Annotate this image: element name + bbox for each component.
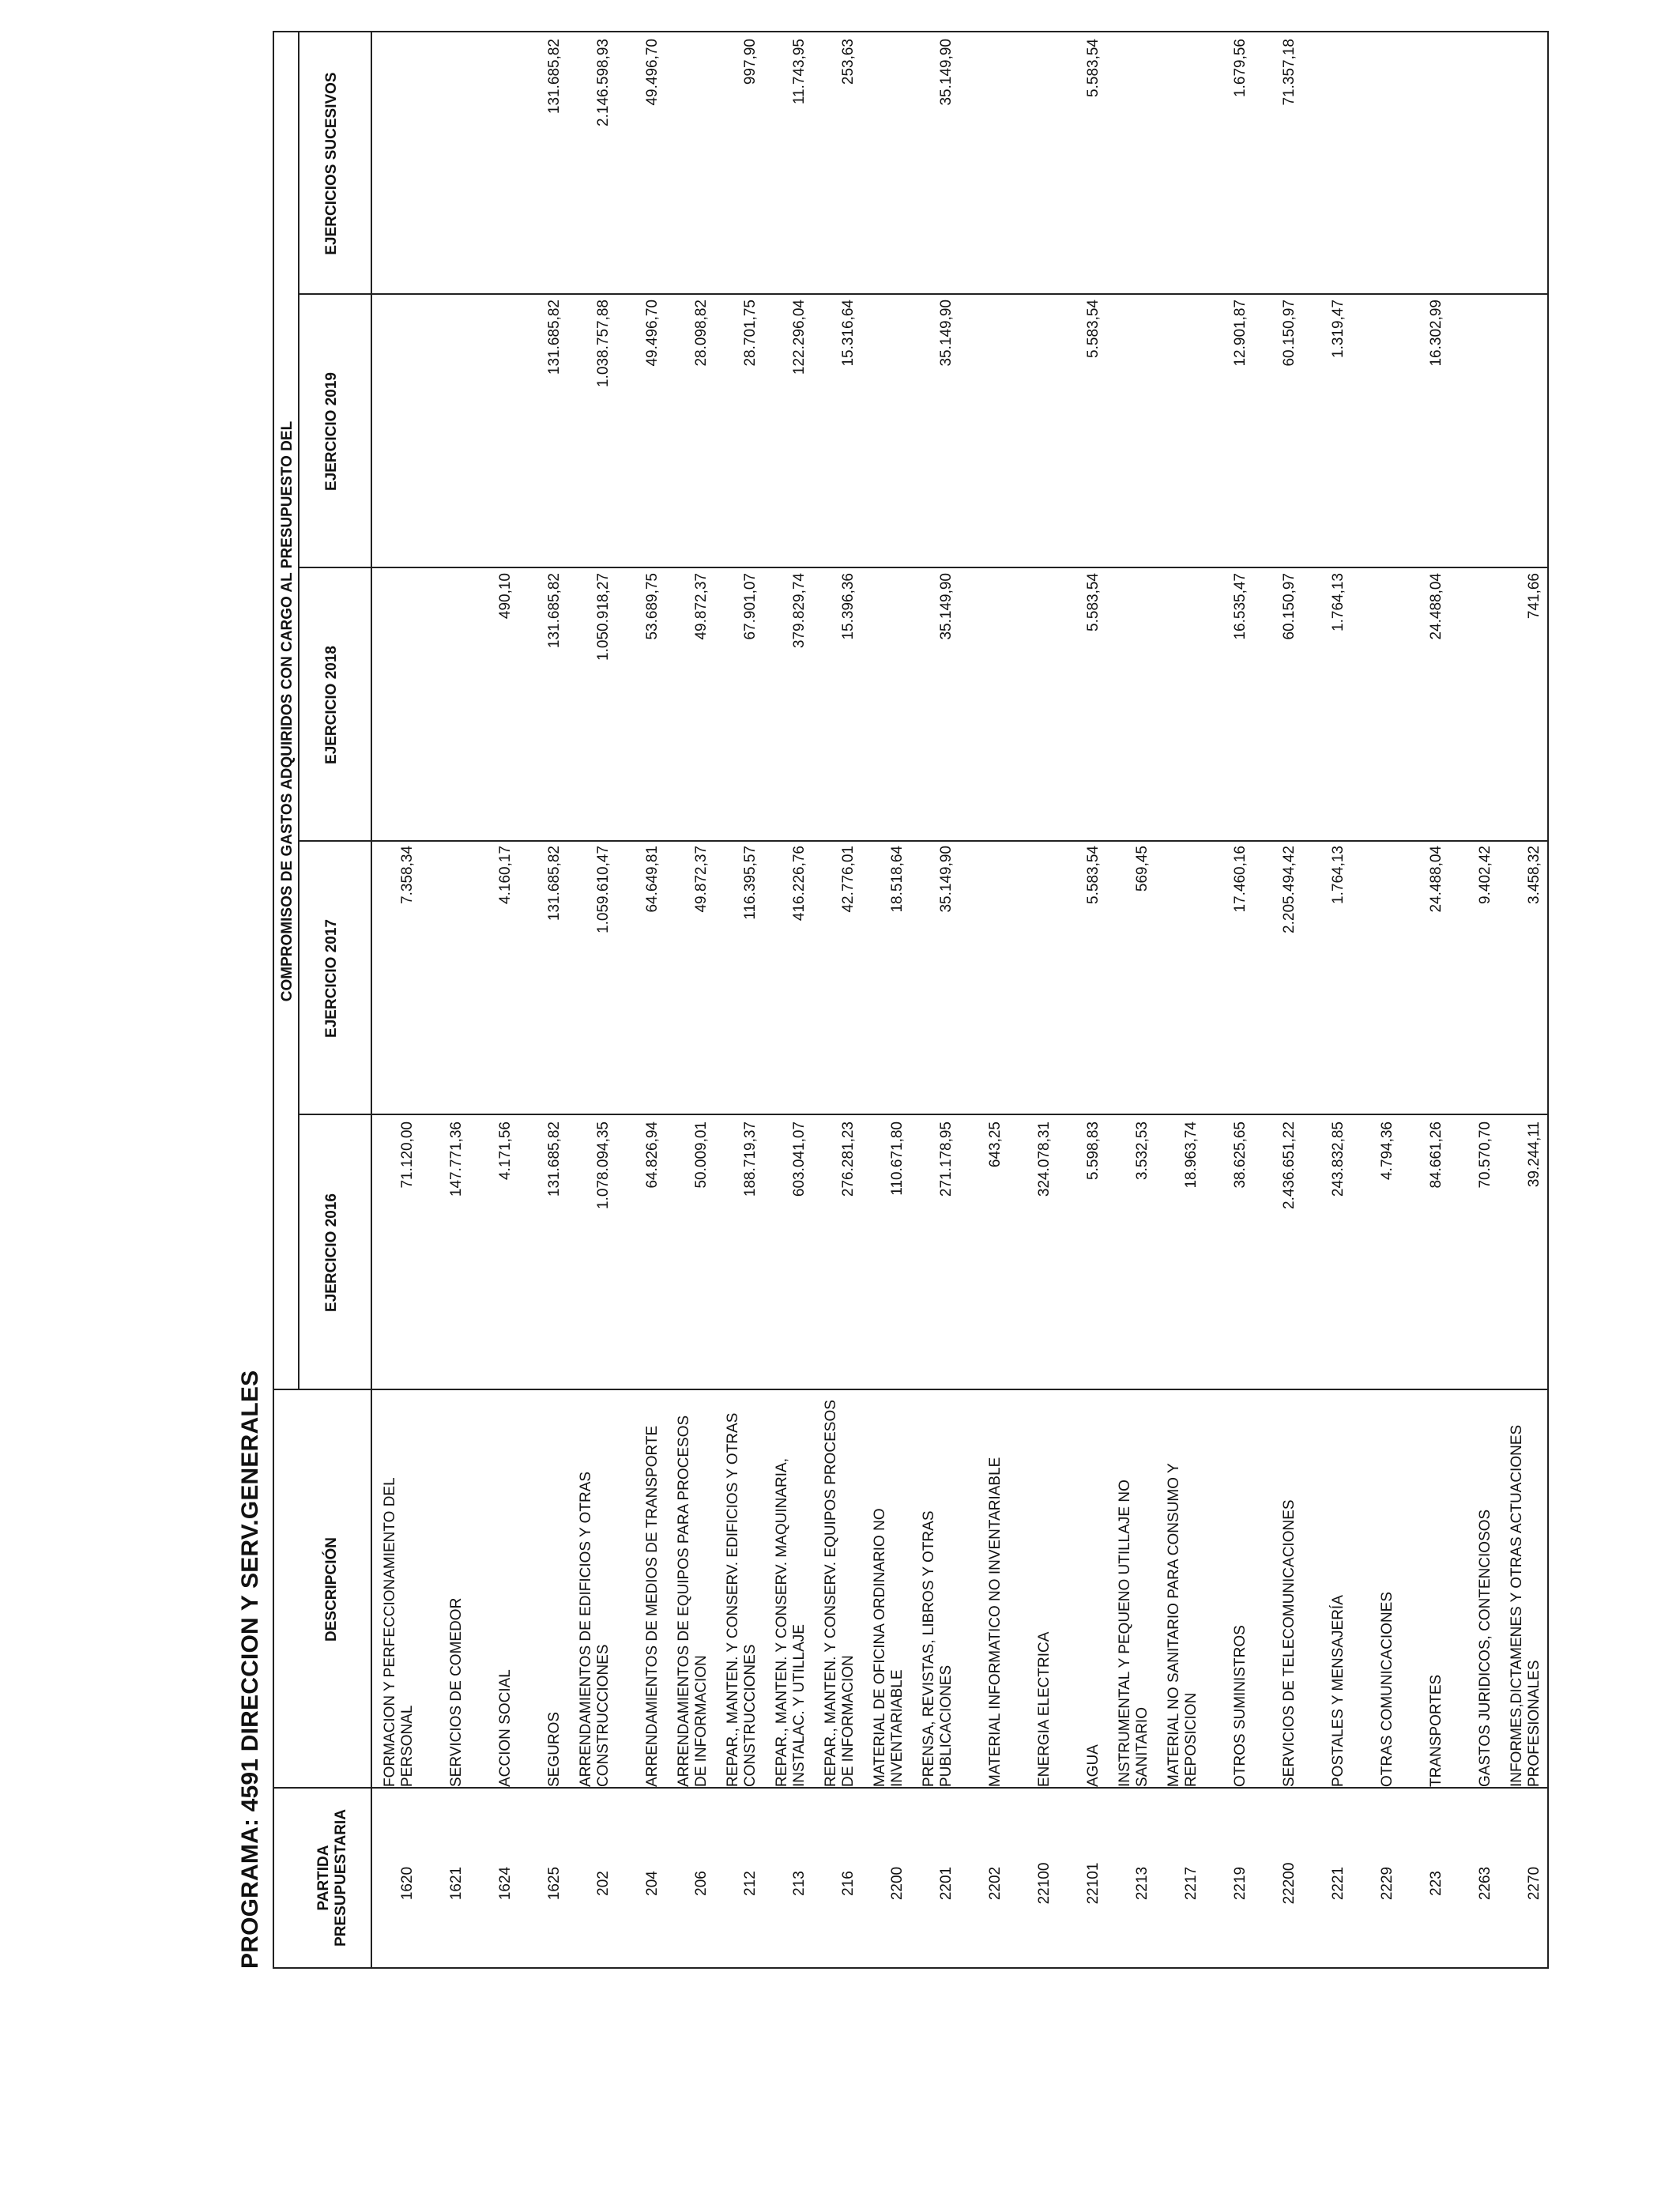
row-ejercicios-sucesivos [470, 39, 514, 288]
header-sucesivos: EJERCICIOS SUCESIVOS [323, 72, 340, 255]
row-ejercicio-2019 [470, 300, 514, 562]
row-ejercicio-2018: 53.689,75 [644, 573, 661, 640]
row-ejercicio-2016: 110.671,80 [889, 1122, 906, 1196]
row-ejercicio-2019 [421, 300, 465, 562]
row-descripcion: MATERIAL NO SANITARIO PARA CONSUMO Y REPOSICION [1166, 1463, 1200, 1787]
row-ejercicios-sucesivos [1009, 39, 1053, 288]
row-partida: 223 [1428, 1871, 1445, 1896]
row-ejercicios-sucesivos [1303, 39, 1347, 288]
table-row [764, 32, 808, 1967]
row-descripcion: ARRENDAMIENTOS DE EDIFICIOS Y OTRAS CONSTRUCCIONES [578, 1471, 612, 1787]
row-ejercicios-sucesivos: 49.496,70 [644, 39, 661, 106]
table-row [1450, 32, 1494, 1967]
row-ejercicio-2019: 28.098,82 [693, 300, 710, 367]
row-ejercicio-2017: 1.764,13 [1330, 846, 1347, 904]
row-descripcion: ARRENDAMIENTOS DE EQUIPOS PARA PROCESOS DE INFORMACION [676, 1415, 710, 1787]
row-ejercicio-2019: 49.496,70 [644, 300, 661, 367]
row-ejercicios-sucesivos [862, 39, 906, 288]
row-ejercicios-sucesivos: 35.149,90 [938, 39, 955, 106]
row-ejercicio-2019: 35.149,90 [938, 300, 955, 367]
row-ejercicio-2016: 4.171,56 [497, 1122, 514, 1180]
row-ejercicio-2018 [1009, 573, 1053, 835]
row-ejercicios-sucesivos [1401, 39, 1445, 288]
row-ejercicio-2018 [1352, 573, 1396, 835]
row-ejercicio-2019 [372, 300, 416, 562]
row-ejercicio-2018 [372, 573, 416, 835]
row-ejercicio-2019: 15.316,64 [840, 300, 857, 367]
row-ejercicios-sucesivos [1450, 39, 1494, 288]
row-ejercicio-2016: 84.661,26 [1428, 1122, 1445, 1189]
row-ejercicio-2019 [862, 300, 906, 562]
row-partida: 202 [595, 1871, 612, 1896]
row-descripcion: SERVICIOS DE TELECOMUNICACIONES [1281, 1499, 1298, 1787]
row-ejercicio-2016: 324.078,31 [1036, 1122, 1053, 1197]
row-partida: 2217 [1183, 1866, 1200, 1901]
row-ejercicio-2016: 1.078.094,35 [595, 1122, 612, 1209]
row-ejercicios-sucesivos: 131.685,82 [546, 39, 563, 115]
row-partida: 2221 [1330, 1866, 1347, 1901]
row-partida: 1621 [448, 1866, 465, 1901]
table-row [862, 32, 906, 1967]
row-ejercicio-2016: 70.570,70 [1477, 1122, 1494, 1189]
row-ejercicio-2019: 1.319,47 [1330, 300, 1347, 358]
row-descripcion: FORMACION Y PERFECCIONAMIENTO DEL PERSONAL [382, 1478, 416, 1787]
row-ejercicio-2017: 24.488,04 [1428, 846, 1445, 913]
row-descripcion: PRENSA, REVISTAS, LIBROS Y OTRAS PUBLICACIONES [921, 1510, 955, 1787]
row-ejercicio-2017 [421, 846, 465, 1108]
row-partida: 2229 [1379, 1866, 1396, 1901]
row-ejercicio-2018: 16.535,47 [1232, 573, 1249, 640]
row-descripcion: INFORMES,DICTAMENES Y OTRAS ACTUACIONES PROFESIONALES [1509, 1424, 1543, 1787]
row-descripcion: ENERGIA ELECTRICA [1036, 1631, 1053, 1787]
row-ejercicio-2016: 131.685,82 [546, 1122, 563, 1197]
row-partida: 2201 [938, 1866, 955, 1901]
row-ejercicio-2018: 15.396,36 [840, 573, 857, 640]
table-row [470, 32, 514, 1967]
row-ejercicios-sucesivos: 253,63 [840, 39, 857, 85]
row-descripcion: GASTOS JURIDICOS, CONTENCIOSOS [1477, 1509, 1494, 1787]
table-row [813, 32, 857, 1967]
table-row [1303, 32, 1347, 1967]
row-ejercicio-2018: 49.872,37 [693, 573, 710, 640]
row-ejercicio-2017: 49.872,37 [693, 846, 710, 913]
row-descripcion: INSTRUMENTAL Y PEQUENO UTILLAJE NO SANITARIO [1117, 1480, 1151, 1787]
row-ejercicio-2017 [1156, 846, 1200, 1108]
row-descripcion: SEGUROS [546, 1711, 563, 1787]
table-row [1107, 32, 1151, 1967]
table-row [1352, 32, 1396, 1967]
row-ejercicio-2018: 1.050.918,27 [595, 573, 612, 661]
row-descripcion: MATERIAL INFORMATICO NO INVENTARIABLE [987, 1457, 1004, 1787]
row-ejercicio-2016: 18.963,74 [1183, 1122, 1200, 1189]
row-ejercicio-2016: 38.625,65 [1232, 1122, 1249, 1189]
row-ejercicio-2017: 2.205.494,42 [1281, 846, 1298, 933]
budget-table [273, 31, 1549, 1969]
row-ejercicio-2016: 188.719,37 [742, 1122, 759, 1197]
row-ejercicio-2019 [1009, 300, 1053, 562]
row-descripcion: ACCION SOCIAL [497, 1669, 514, 1787]
row-partida: 2270 [1526, 1866, 1543, 1901]
row-ejercicio-2016: 243.832,85 [1330, 1122, 1347, 1197]
row-descripcion: TRANSPORTES [1428, 1674, 1445, 1787]
row-ejercicio-2019 [960, 300, 1004, 562]
row-descripcion: ARRENDAMIENTOS DE MEDIOS DE TRANSPORTE [644, 1425, 661, 1787]
row-descripcion: REPAR., MANTEN. Y CONSERV. MAQUINARIA, INSTALAC. Y UTILLAJE [774, 1458, 808, 1787]
row-descripcion: REPAR., MANTEN. Y CONSERV. EDIFICIOS Y OTRAS CONSTRUCCIONES [725, 1412, 759, 1787]
row-ejercicio-2019 [1450, 300, 1494, 562]
row-ejercicio-2017: 131.685,82 [546, 846, 563, 922]
row-ejercicio-2017: 9.402,42 [1477, 846, 1494, 904]
row-ejercicio-2019 [1499, 300, 1543, 562]
row-ejercicios-sucesivos [1107, 39, 1151, 288]
row-ejercicio-2018: 490,10 [497, 573, 514, 620]
row-ejercicio-2016: 71.120,00 [399, 1122, 416, 1189]
row-ejercicio-2018: 131.685,82 [546, 573, 563, 649]
row-ejercicios-sucesivos: 71.357,18 [1281, 39, 1298, 106]
row-ejercicio-2019: 131.685,82 [546, 300, 563, 375]
table-row [960, 32, 1004, 1967]
row-partida: 22101 [1085, 1862, 1102, 1905]
table-row [715, 32, 759, 1967]
row-ejercicio-2018: 5.583,54 [1085, 573, 1102, 631]
row-ejercicio-2017: 17.460,16 [1232, 846, 1249, 913]
row-ejercicio-2019: 16.302,99 [1428, 300, 1445, 367]
row-ejercicio-2017: 18.518,64 [889, 846, 906, 913]
row-ejercicios-sucesivos [666, 39, 710, 288]
row-partida: 2213 [1134, 1866, 1151, 1901]
row-partida: 22200 [1281, 1862, 1298, 1905]
row-ejercicio-2017 [960, 846, 1004, 1108]
row-ejercicio-2016: 5.598,83 [1085, 1122, 1102, 1180]
row-ejercicio-2019 [1156, 300, 1200, 562]
row-partida: 204 [644, 1871, 661, 1896]
row-ejercicio-2016: 643,25 [987, 1122, 1004, 1168]
row-partida: 22100 [1036, 1862, 1053, 1905]
row-ejercicio-2018: 741,66 [1526, 573, 1543, 620]
row-partida: 212 [742, 1871, 759, 1896]
table-row [1009, 32, 1053, 1967]
row-ejercicio-2017 [1009, 846, 1053, 1108]
row-ejercicio-2017: 42.776,01 [840, 846, 857, 913]
document-title: PROGRAMA: 4591 DIRECCION Y SERV.GENERALES [237, 1370, 263, 1969]
row-ejercicio-2016: 64.826,94 [644, 1122, 661, 1189]
row-ejercicio-2018: 67.901,07 [742, 573, 759, 640]
row-descripcion: SERVICIOS DE COMEDOR [448, 1597, 465, 1787]
row-ejercicios-sucesivos: 5.583,54 [1085, 39, 1102, 97]
row-ejercicios-sucesivos: 2.146.598,93 [595, 39, 612, 126]
row-ejercicio-2019 [1352, 300, 1396, 562]
table-row [1205, 32, 1249, 1967]
row-ejercicio-2016: 4.794,36 [1379, 1122, 1396, 1180]
header-2017: EJERCICIO 2017 [323, 919, 340, 1038]
table-row [911, 32, 955, 1967]
row-ejercicio-2018 [1107, 573, 1151, 835]
table-row [421, 32, 465, 1967]
row-ejercicio-2019: 5.583,54 [1085, 300, 1102, 358]
row-descripcion: REPAR., MANTEN. Y CONSERV. EQUIPOS PROCESOS DE INFORMACION [823, 1400, 857, 1787]
row-ejercicio-2018 [862, 573, 906, 835]
row-descripcion: OTROS SUMINISTROS [1232, 1625, 1249, 1787]
table-row [666, 32, 710, 1967]
row-ejercicio-2017: 4.160,17 [497, 846, 514, 904]
row-ejercicio-2018: 24.488,04 [1428, 573, 1445, 640]
row-ejercicios-sucesivos: 11.743,95 [791, 39, 808, 105]
row-ejercicio-2017: 3.458,32 [1526, 846, 1543, 904]
table-row [1058, 32, 1102, 1967]
table-row [1254, 32, 1298, 1967]
table-row [568, 32, 612, 1967]
row-ejercicio-2016: 147.771,36 [448, 1122, 465, 1197]
row-partida: 206 [693, 1871, 710, 1896]
table-row [372, 32, 416, 1967]
row-ejercicio-2019 [1107, 300, 1151, 562]
row-ejercicio-2018 [1450, 573, 1494, 835]
header-descripcion: DESCRIPCIÓN [323, 1537, 340, 1642]
row-ejercicios-sucesivos: 997,90 [742, 39, 759, 85]
row-ejercicio-2017 [1352, 846, 1396, 1108]
row-ejercicio-2016: 276.281,23 [840, 1122, 857, 1197]
row-ejercicio-2016: 271.178,95 [938, 1122, 955, 1197]
row-ejercicio-2017: 5.583,54 [1085, 846, 1102, 904]
row-ejercicio-2017: 116.395,57 [742, 846, 759, 920]
row-ejercicio-2018: 35.149,90 [938, 573, 955, 640]
row-descripcion: MATERIAL DE OFICINA ORDINARIO NO INVENTARIABLE [872, 1508, 906, 1787]
row-partida: 1625 [546, 1866, 563, 1901]
row-partida: 216 [840, 1871, 857, 1896]
row-ejercicios-sucesivos [1156, 39, 1200, 288]
row-ejercicios-sucesivos [960, 39, 1004, 288]
row-descripcion: POSTALES Y MENSAJERÍA [1330, 1595, 1347, 1787]
table-row [1156, 32, 1200, 1967]
row-ejercicio-2016: 2.436.651,22 [1281, 1122, 1298, 1209]
row-ejercicios-sucesivos [421, 39, 465, 288]
row-ejercicio-2019: 122.296,04 [791, 300, 808, 375]
row-descripcion: AGUA [1085, 1744, 1102, 1787]
row-ejercicio-2018: 1.764,13 [1330, 573, 1347, 631]
table-row [1401, 32, 1445, 1967]
row-ejercicios-sucesivos: 1.679,56 [1232, 39, 1249, 97]
row-ejercicio-2017: 416.226,76 [791, 846, 808, 922]
row-partida: 1620 [399, 1866, 416, 1901]
row-ejercicio-2019: 1.038.757,88 [595, 300, 612, 387]
header-2018: EJERCICIO 2018 [323, 646, 340, 764]
row-ejercicio-2018: 379.829,74 [791, 573, 808, 649]
row-partida: 1624 [497, 1866, 514, 1901]
row-ejercicio-2016: 50.009,01 [693, 1122, 710, 1189]
divider-compromisos [298, 32, 299, 1390]
row-partida: 213 [791, 1871, 808, 1896]
row-partida: 2219 [1232, 1866, 1249, 1901]
row-ejercicios-sucesivos [1499, 39, 1543, 288]
table-row [519, 32, 563, 1967]
row-ejercicio-2018 [1156, 573, 1200, 835]
row-ejercicio-2019: 60.150,97 [1281, 300, 1298, 367]
row-ejercicio-2017: 1.059.610,47 [595, 846, 612, 933]
row-ejercicio-2017: 35.149,90 [938, 846, 955, 913]
row-ejercicio-2017: 64.649,81 [644, 846, 661, 913]
row-ejercicio-2019: 12.901,87 [1232, 300, 1249, 367]
row-descripcion: OTRAS COMUNICACIONES [1379, 1591, 1396, 1787]
row-partida: 2202 [987, 1866, 1004, 1901]
header-2019: EJERCICIO 2019 [323, 372, 340, 491]
row-ejercicio-2016: 603.041,07 [791, 1122, 808, 1197]
row-ejercicio-2018 [421, 573, 465, 835]
header-partida: PARTIDA PRESUPUESTARIA [315, 1809, 349, 1947]
row-partida: 2263 [1477, 1866, 1494, 1901]
row-ejercicio-2018: 60.150,97 [1281, 573, 1298, 640]
row-ejercicio-2018 [960, 573, 1004, 835]
header-2016: EJERCICIO 2016 [323, 1193, 340, 1312]
row-ejercicio-2016: 39.244,11 [1526, 1122, 1543, 1188]
row-ejercicio-2016: 3.532,53 [1134, 1122, 1151, 1180]
table-row [617, 32, 661, 1967]
header-compromisos: COMPROMISOS DE GASTOS ADQUIRIDOS CON CARGO AL PRESUPUESTO DEL [279, 420, 296, 1002]
row-ejercicios-sucesivos [1352, 39, 1396, 288]
row-ejercicio-2017: 7.358,34 [399, 846, 416, 904]
table-body [371, 32, 1547, 1967]
row-ejercicios-sucesivos [372, 39, 416, 288]
row-partida: 2200 [889, 1866, 906, 1901]
table-row [1499, 32, 1543, 1967]
row-ejercicio-2019: 28.701,75 [742, 300, 759, 367]
row-ejercicio-2017: 569,45 [1134, 846, 1151, 892]
